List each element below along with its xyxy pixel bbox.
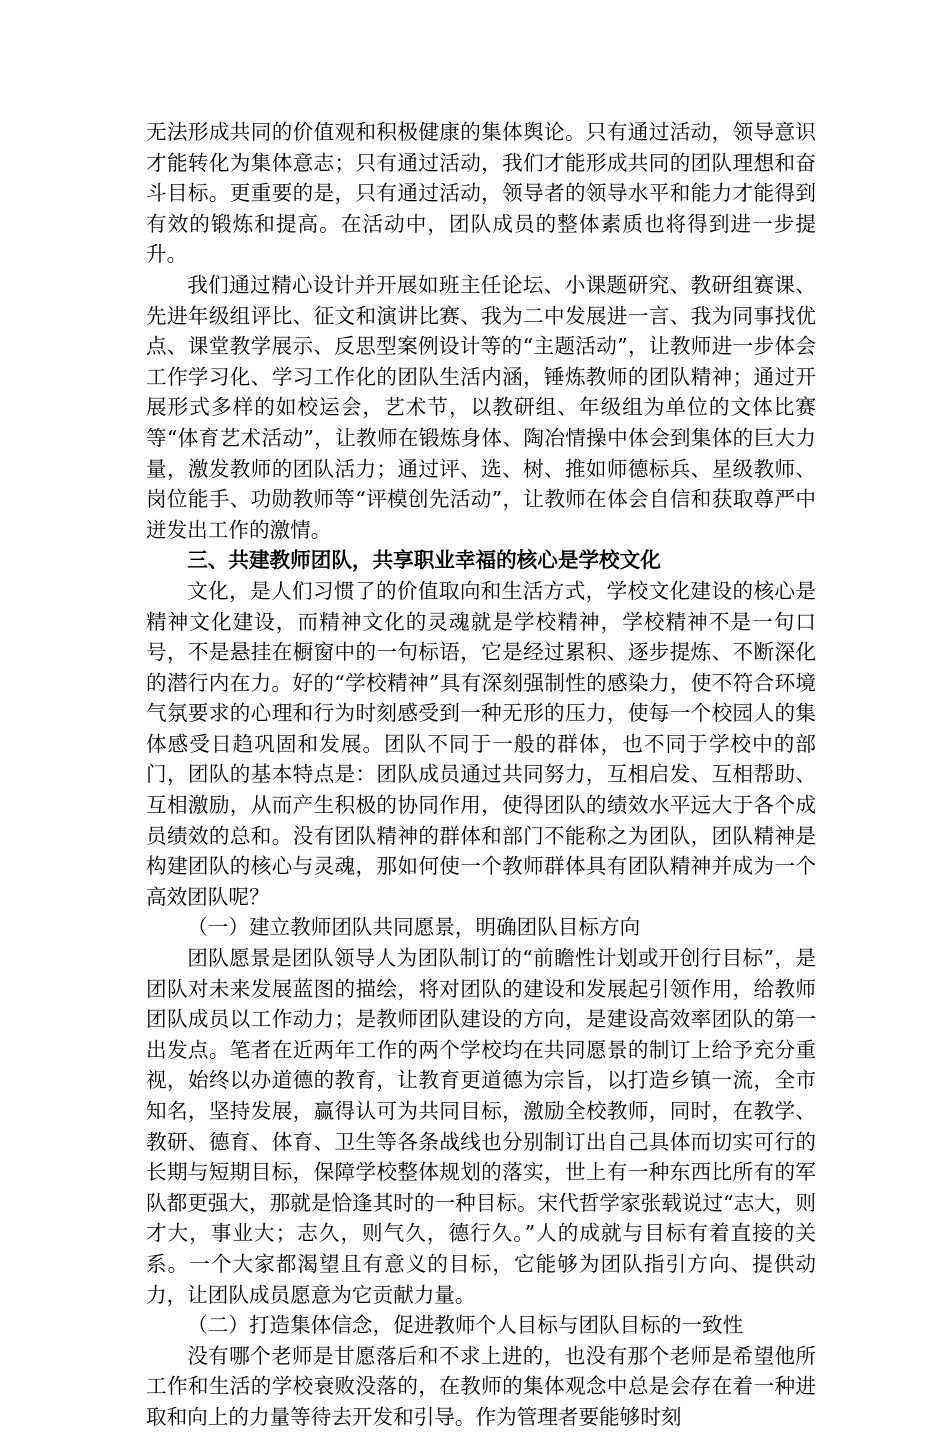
section-heading-three: 三、共建教师团队，共享职业幸福的核心是学校文化: [187, 548, 661, 573]
subheading-one: （一）建立教师团队共同愿景，明确团队目标方向: [187, 915, 641, 940]
paragraph-activities: 我们通过精心设计并开展如班主任论坛、小课题研究、教研组赛课、先进年级组评比、征文和演讲比赛、我为二中发展进一言、我为同事找优点、课堂教学展示、反思型案例设计等的“主题活动”，让教师进一步体会工作学习化、学习工作化的团队生活内涵，锤炼教师的团队精神；通过开展形式多样的如校运会，艺术节，以教研组、年级组为单位的文体比赛等“体育艺术活动”，让教师在锻炼身体、陶冶情操中体会到集体的巨大力量，激发教师的团队活力；通过评、选、树、推如师德标兵、星级教师、岗位能手、功勋教师等“评模创先活动”，让教师在体会自信和获取尊严中迸发出工作的激情。: [146, 272, 816, 542]
paragraph-culture: 文化，是人们习惯了的价值取向和生活方式，学校文化建设的核心是精神文化建设，而精神文化的灵魂就是学校精神，学校精神不是一句口号，不是悬挂在橱窗中的一句标语，它是经过累积、逐步提炼、不断深化的潜行内在力。好的“学校精神”具有深刻强制性的感染力，使不符合环境气氛要求的心理和行为时刻感受到一种无形的压力，使每一个校园人的集体感受日趋巩固和发展。团队不同于一般的群体，也不同于学校中的部门，团队的基本特点是：团队成员通过共同努力，互相启发、互相帮助、互相激励，从而产生积极的协同作用，使得团队的绩效水平远大于各个成员绩效的总和。没有团队精神的群体和部门不能称之为团队，团队精神是构建团队的核心与灵魂，那如何使一个教师群体具有团队精神并成为一个高效团队呢？: [146, 578, 816, 909]
paragraph-vision: 团队愿景是团队领导人为团队制订的“前瞻性计划或开创行目标”，是团队对未来发展蓝图的描绘，将对团队的建设和发展起引领作用，给教师团队成员以工作动力；是教师团队建设的方向，是建设高效率团队的第一出发点。笔者在近两年工作的两个学校均在共同愿景的制订上给予充分重视，始终以办道德的教育，让教育更道德为宗旨，以打造乡镇一流，全市知名，坚持发展，赢得认可为共同目标，激励全校教师，同时，在教学、教研、德育、体育、卫生等各条战线也分别制订出自己具体而切实可行的长期与短期目标，保障学校整体规划的落实，世上有一种东西比所有的军队都更强大，那就是恰逢其时的一种目标。宋代哲学家张载说过“志大，则才大，事业大；志久，则气久，德行久。”人的成就与目标有着直接的关系。一个大家都渴望且有意义的目标，它能够为团队指引方向、提供动力，让团队成员愿意为它贡献力量。: [146, 946, 816, 1307]
document-page: [146, 117, 816, 1433]
subheading-two: （二）打造集体信念，促进教师个人目标与团队目标的一致性: [187, 1313, 744, 1338]
paragraph-belief: 没有哪个老师是甘愿落后和不求上进的，也没有那个老师是希望他所工作和生活的学校衰败没落的，在教师的集体观念中总是会存在着一种进取和向上的力量等待去开发和引导。作为管理者要能够时刻: [146, 1343, 816, 1429]
paragraph-continuation: 无法形成共同的价值观和积极健康的集体舆论。只有通过活动，领导意识才能转化为集体意志；只有通过活动，我们才能形成共同的团队理想和奋斗目标。更重要的是，只有通过活动，领导者的领导水平和能力才能得到有效的锻炼和提高。在活动中，团队成员的整体素质也将得到进一步提升。: [146, 120, 816, 267]
